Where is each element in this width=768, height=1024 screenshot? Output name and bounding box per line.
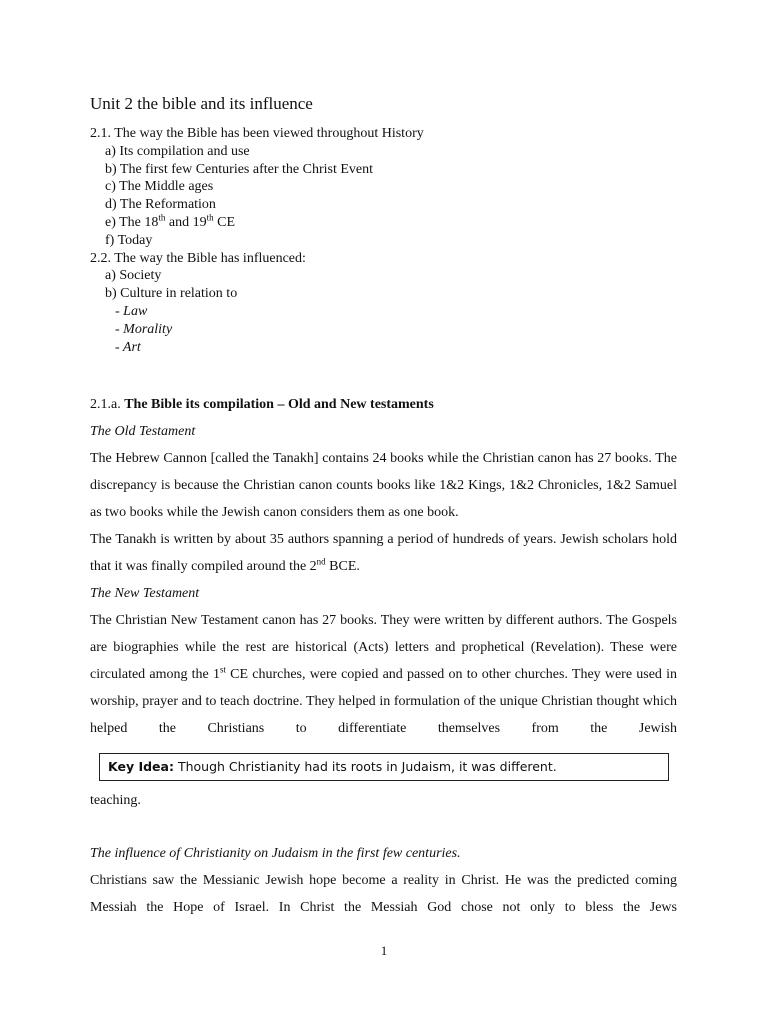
influence-paragraph: Christians saw the Messianic Jewish hope become a reality in Christ. He was the predicted coming Messiah the Hope of Israel. In Christ the Messiah God chose not only to bless the Jews <box>90 873 677 915</box>
spacer <box>90 814 677 840</box>
outline <box>90 125 424 356</box>
superscript: th <box>206 212 214 223</box>
outline-section-2-1: 2.1. The way the Bible has been viewed throughout History <box>90 126 424 141</box>
old-testament-heading: The Old Testament <box>90 424 196 439</box>
section-number: 2.1.a. <box>90 397 121 412</box>
outline-item: b) The first few Centuries after the Christ Event <box>105 161 373 177</box>
outline-section-2-2: 2.2. The way the Bible has influenced: <box>90 250 306 266</box>
outline-item: b) Culture in relation to <box>105 286 238 302</box>
outline-item: c) The Middle ages <box>105 179 214 195</box>
body-text <box>90 391 677 742</box>
page-title: Unit 2 the bible and its influence <box>90 94 313 113</box>
outline-item: a) Society <box>105 268 162 284</box>
outline-item: a) Its compilation and use <box>105 143 250 159</box>
outline-item: d) The Reformation <box>105 197 216 213</box>
outline-item: f) Today <box>105 232 153 248</box>
section-heading <box>90 391 677 418</box>
lower-text <box>90 787 677 921</box>
new-testament-heading: The New Testament <box>90 586 200 601</box>
key-idea-label: Key Idea: <box>108 759 174 774</box>
section-title: The Bible its compilation – Old and New testaments <box>124 397 434 412</box>
superscript: th <box>158 212 166 223</box>
text: CE churches, were copied and passed on to other churches. They were used in worship, prayer and to teach doctrine. They helped in formulation of the unique Christian thought which helped the Christians to differentiate themselves from the Jewish <box>90 667 677 736</box>
influence-heading: The influence of Christianity on Judaism in the first few centuries. <box>90 846 461 861</box>
new-testament-continuation: teaching. <box>90 793 141 808</box>
key-idea-box <box>99 753 669 781</box>
superscript: st <box>219 664 226 675</box>
old-testament-paragraph-1: The Hebrew Cannon [called the Tanakh] contains 24 books while the Christian canon has 27 books. The discrepancy is because the Christian canon counts books like 1&2 Kings, 1&2 Chronicles, 1&2 Samuel as two books while the Jewish canon considers them as one book. <box>90 451 677 520</box>
outline-subitem-law: - Law <box>115 303 148 319</box>
text: BCE. <box>325 559 360 574</box>
key-idea-text: Though Christianity had its roots in Judaism, it was different. <box>173 759 557 774</box>
text: e) The 18 <box>105 214 159 230</box>
old-testament-paragraph-2 <box>90 526 677 580</box>
text: The Christian New Testament canon has 27 books. They were written by different authors. The Gospels are biographies while the rest are historical (Acts) letters and prophetical (Revelation). These were circulated among the 1 <box>90 613 677 682</box>
outline-subitem-morality: - Morality <box>115 321 173 337</box>
outline-item-e <box>90 214 424 232</box>
text: and 19 <box>165 214 207 230</box>
outline-subitem-art: - Art <box>115 339 141 355</box>
new-testament-paragraph <box>90 607 677 742</box>
text: The Tanakh is written by about 35 authors spanning a period of hundreds of years. Jewish scholars hold that it was finally compiled around the 2 <box>90 532 677 574</box>
superscript: nd <box>316 556 326 567</box>
text: CE <box>213 214 236 230</box>
page-number: 1 <box>380 943 388 958</box>
